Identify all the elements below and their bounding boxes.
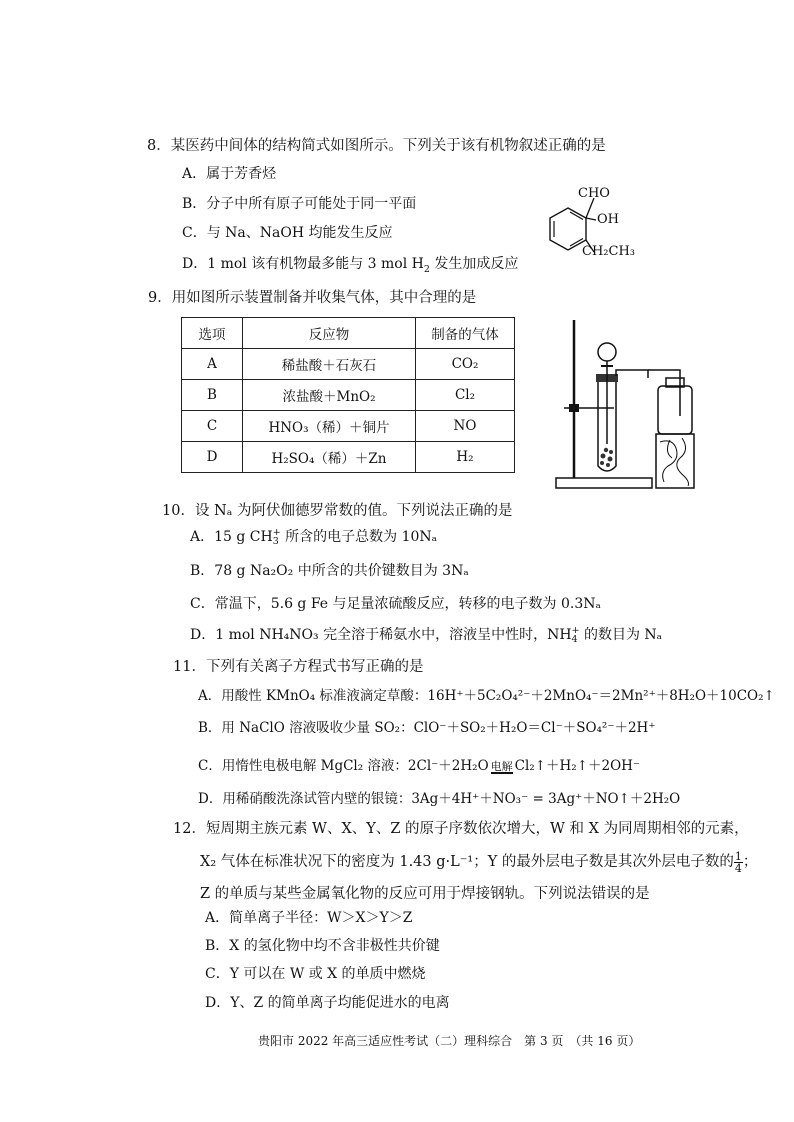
q9-table xyxy=(181,317,515,473)
q11-option-b: B．用 NaClO 溶液吸收少量 SO₂：ClO⁻＋SO₂＋H₂O＝Cl⁻＋SO₄²⁻＋2H⁺ xyxy=(198,720,656,736)
cho-label: CHO xyxy=(578,186,610,201)
table-cell: CO₂ xyxy=(416,349,515,380)
funnel-bulb xyxy=(598,343,616,361)
q12-line2: X₂ 气体在标准状况下的密度为 1.43 g·L⁻¹；Y 的最外层电子数是其次外层电子数的 $\frac{1}{4}$ ； xyxy=(200,849,758,875)
table-header-cell: 反应物 xyxy=(243,318,416,349)
table-header-cell: 制备的气体 xyxy=(416,318,515,349)
q12-line1: 12．短周期主族元素 W、X、Y、Z 的原子序数依次增大，W 和 X 为同周期相邻的元素， xyxy=(173,821,749,837)
table-row xyxy=(182,349,515,380)
q12-line3: Z 的单质与某些金属氧化物的反应可用于焊接钢轨。下列说法错误的是 xyxy=(200,886,650,902)
table-cell: D xyxy=(182,442,243,473)
table-cell: C xyxy=(182,411,243,442)
q11-option-d: D．用稀硝酸洗涤试管内壁的银镜：3Ag＋4H⁺＋NO₃⁻ = 3Ag⁺＋NO↑＋2H₂O xyxy=(198,791,681,807)
q12-option-b: B．X 的氢化物中均不含非极性共价键 xyxy=(205,938,440,954)
table-cell: 浓盐酸＋MnO₂ xyxy=(243,380,416,411)
table-cell: 稀盐酸＋石灰石 xyxy=(243,349,416,380)
delivery-tube xyxy=(616,370,648,378)
oh-label: OH xyxy=(597,212,619,227)
q11-option-a: A．用酸性 KMnO₄ 标准液滴定草酸：16H⁺＋5C₂O₄²⁻＋2MnO₄⁻＝2Mn²⁺＋8H₂O＋10CO₂↑ xyxy=(198,688,775,704)
q10-option-d: D．1 mol NH₄NO₃ 完全溶于稀氨水中，溶液呈中性时，NH + 4 的数目为 Nₐ xyxy=(190,625,663,645)
q8-option-d: D．1 mol 该有机物最多能与 3 mol $H_2$ 发生加成反应 xyxy=(182,256,519,275)
table-header-cell: 选项 xyxy=(182,318,243,349)
table-header-row xyxy=(182,318,515,349)
q10-option-a: A．15 g CH + 3 所含的电子总数为 10Nₐ xyxy=(190,527,438,547)
q10-option-b: B．78 g Na₂O₂ 中所含的共价键数目为 3Nₐ xyxy=(190,563,469,579)
stand-base xyxy=(556,478,652,488)
q11-stem: 11．下列有关离子方程式书写正确的是 xyxy=(173,659,424,675)
q8-option-c: C．与 Na、NaOH 均能发生反应 xyxy=(182,225,393,241)
q8-option-b: B．分子中所有原子可能处于同一平面 xyxy=(182,196,417,212)
ethyl-label: CH₂CH₃ xyxy=(582,244,635,259)
table-cell: A xyxy=(182,349,243,380)
table-cell: H₂ xyxy=(416,442,515,473)
q8-option-a: A．属于芳香烃 xyxy=(182,166,277,182)
table-cell: H₂SO₄（稀）＋Zn xyxy=(243,442,416,473)
benzene-ring xyxy=(550,208,586,250)
q10-stem: 10．设 Nₐ 为阿伏伽德罗常数的值。下列说法正确的是 xyxy=(162,503,513,519)
table-row xyxy=(182,411,515,442)
q12-option-a: A．简单离子半径：W＞X＞Y＞Z xyxy=(205,910,413,926)
table-cell: HNO₃（稀）＋铜片 xyxy=(243,411,416,442)
q12-option-d: D．Y、Z 的简单离子均能促进水的电离 xyxy=(205,995,450,1011)
clamp-holder xyxy=(569,404,579,412)
delivery-tube-2 xyxy=(648,370,680,416)
gas-apparatus-figure xyxy=(552,316,702,494)
q9-stem: 9．用如图所示装置制备并收集气体，其中合理的是 xyxy=(148,290,477,306)
table-cell: B xyxy=(182,380,243,411)
page-footer: 贵阳市 2022 年高三适应性考试（二）理科综合 第 3 页 （共 16 页） xyxy=(258,1034,641,1048)
wood-grain xyxy=(660,438,689,486)
q11-option-c: C．用惰性电极电解 MgCl₂ 溶液：2Cl⁻＋2H₂O 电解 Cl₂↑＋H₂↑＋2OH⁻ xyxy=(198,758,641,774)
granules xyxy=(600,448,613,467)
q8-stem: 8．某医药中间体的结构简式如图所示。下列关于该有机物叙述正确的是 xyxy=(147,138,606,154)
table-cell: NO xyxy=(416,411,515,442)
table-cell: Cl₂ xyxy=(416,380,515,411)
oh-bond xyxy=(586,218,596,220)
table-row xyxy=(182,442,515,473)
q12-option-c: C．Y 可以在 W 或 X 的单质中燃烧 xyxy=(205,966,426,982)
cho-bond xyxy=(586,198,594,218)
q10-option-c: C．常温下，5.6 g Fe 与足量浓硫酸反应，转移的电子数为 0.3Nₐ xyxy=(190,596,601,612)
table-row xyxy=(182,380,515,411)
collecting-bottle xyxy=(658,386,692,434)
